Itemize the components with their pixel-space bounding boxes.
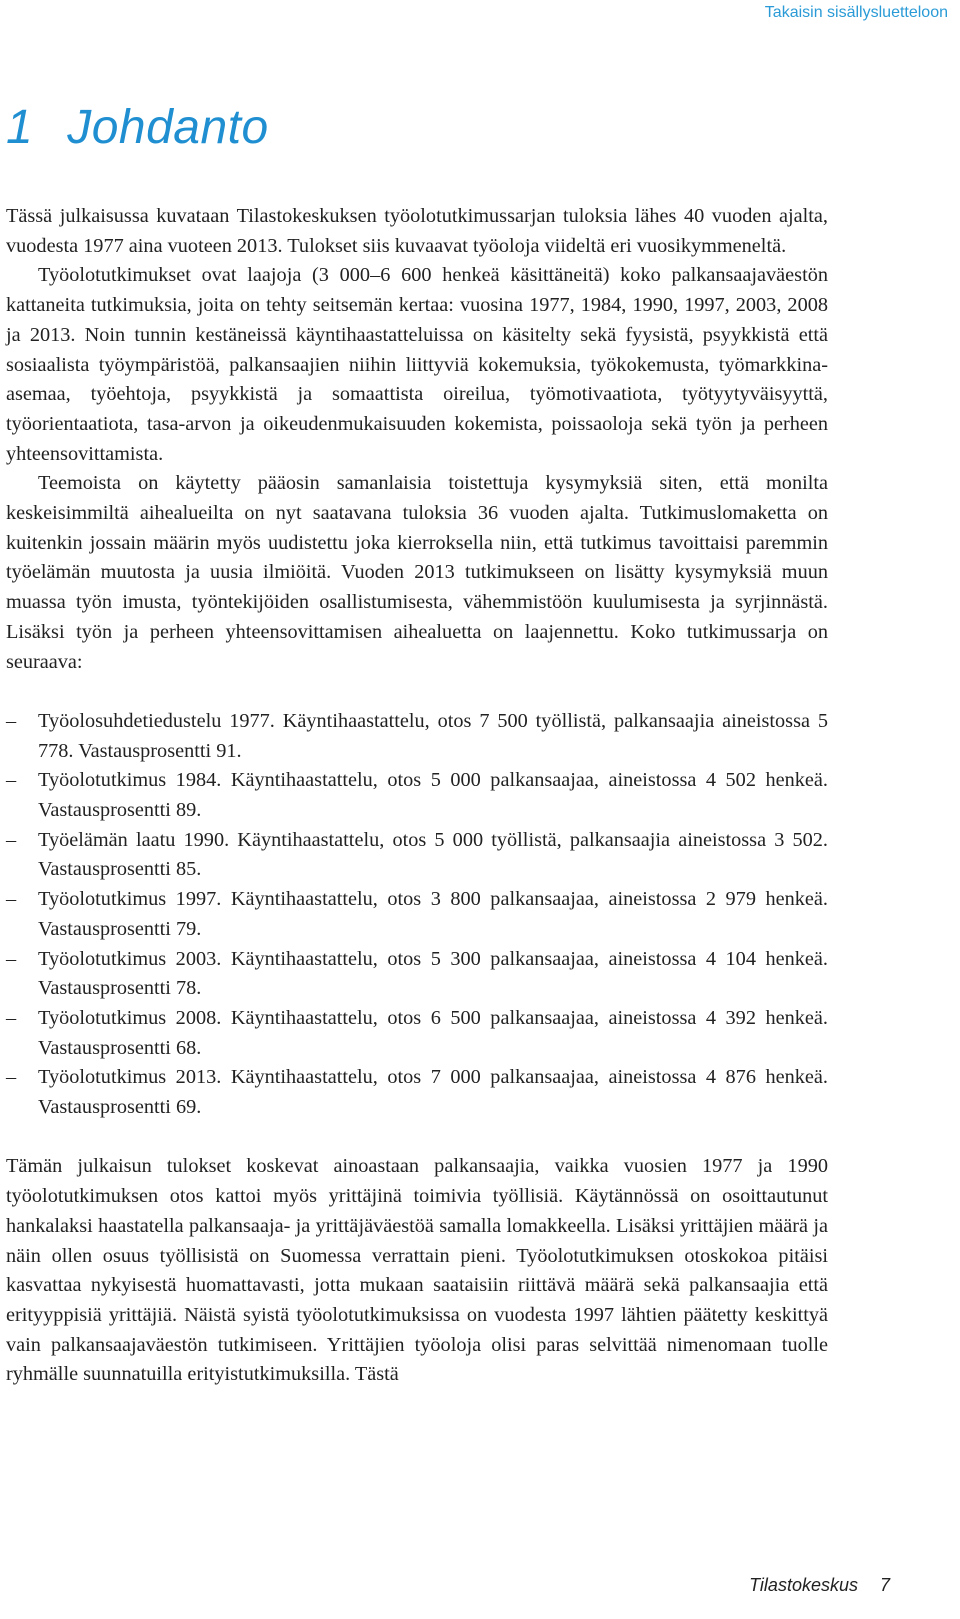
page-footer [749, 1575, 890, 1596]
list-item [6, 707, 828, 766]
list-item [6, 766, 828, 825]
list-item-text: Työolotutkimus 1984. Käyntihaastattelu, otos 5 000 palkansaajaa, aineistossa 4 502 henkeä. Vastausprosentti 89. [38, 769, 828, 822]
publisher-name: Tilastokeskus [749, 1575, 858, 1595]
dash-bullet: – [6, 709, 17, 732]
dash-bullet: – [6, 769, 17, 792]
chapter-number: 1 [6, 101, 34, 154]
list-item [6, 1063, 828, 1122]
dash-bullet: – [6, 888, 17, 911]
body-text [6, 202, 828, 1390]
dash-bullet: – [6, 828, 17, 851]
chapter-title: Johdanto [67, 101, 269, 154]
list-item-text: Työolosuhdetiedustelu 1977. Käyntihaastattelu, otos 7 500 työllistä, palkansaajia aineistossa 5 778. Vastausprosentti 91. [38, 709, 828, 762]
list-item [6, 826, 828, 885]
study-series-list [6, 707, 828, 1123]
list-item-text: Työolotutkimus 2008. Käyntihaastattelu, otos 6 500 palkansaajaa, aineistossa 4 392 henkeä. Vastausprosentti 68. [38, 1006, 828, 1059]
paragraph-themes: Teemoista on käytetty pääosin samanlaisia toistettuja kysymyksiä siten, että monilta keskeisimmiltä aihealueilta on nyt saatavana tuloksia 36 vuoden ajalta. Tutkimuslomaketta on kuitenkin jossain määrin myös uudistettu joka kierroksella niin, että tutkimus tavoittaisi paremmin työelämän muutosta ja uusia ilmiöitä. Vuoden 2013 tutkimukseen on lisätty kysymyksiä muun muassa työn imusta, työntekijöiden osallistumisesta, vähemmistöön kuulumisesta ja syrjinnästä. Lisäksi työn ja perheen yhteensovittamisen aihealuetta on laajennettu. Koko tutkimussarja on seuraava: [6, 472, 828, 673]
list-item [6, 885, 828, 944]
list-item-text: Työolotutkimus 1997. Käyntihaastattelu, otos 3 800 palkansaajaa, aineistossa 2 979 henkeä. Vastausprosentti 79. [38, 888, 828, 940]
list-item [6, 1004, 828, 1063]
list-item-text: Työelämän laatu 1990. Käyntihaastattelu, otos 5 000 työllistä, palkansaajia aineistossa 3 502. Vastausprosentti 85. [38, 828, 828, 881]
chapter-heading [6, 100, 269, 155]
list-item-text: Työolotutkimus 2013. Käyntihaastattelu, otos 7 000 palkansaajaa, aineistossa 4 876 henkeä. Vastausprosentti 69. [38, 1066, 828, 1119]
list-item [6, 945, 828, 1004]
paragraph-scope: Työolotutkimukset ovat laajoja (3 000–6 600 henkeä käsittäneitä) koko palkansaajaväestön kattaneita tutkimuksia, joita on tehty seitsemän kertaa: vuosina 1977, 1984, 1990, 1997, 2003, 2008 ja 2013. Noin tunnin kestäneissä käyntihaastatteluissa on käsitelty sekä fyysistä, psyykkistä että sosiaalista työympäristöä, palkansaajien niihin liittyviä kokemuksia, työkokemusta, työmarkkina-asemaa, työehtoja, psyykkistä ja somaattista oireilua, työmotivaatiota, työtyytyväisyyttä, työorientaatiota, tasa-arvon ja oikeudenmukaisuuden kokemista, poissaoloja sekä työn ja perheen yhteensovittamista. [6, 264, 828, 465]
dash-bullet: – [6, 1066, 17, 1089]
list-item-text: Työolotutkimus 2003. Käyntihaastattelu, otos 5 300 palkansaajaa, aineistossa 4 104 henkeä. Vastausprosentti 78. [38, 947, 828, 1000]
dash-bullet: – [6, 1006, 17, 1029]
intro-paragraph: Tässä julkaisussa kuvataan Tilastokeskuksen työolotutkimussarjan tuloksia lähes 40 vuoden ajalta, vuodesta 1977 aina vuoteen 2013. Tulokset siis kuvaavat työoloja viideltä eri vuosikymmeneltä. [6, 205, 828, 257]
page-number: 7 [879, 1575, 890, 1595]
dash-bullet: – [6, 947, 17, 970]
back-to-contents-link[interactable]: Takaisin sisällysluetteloon [764, 4, 948, 21]
closing-paragraph: Tämän julkaisun tulokset koskevat ainoastaan palkansaajia, vaikka vuosien 1977 ja 1990 työolotutkimuksen otos kattoi myös yrittäjinä toimivia työllisiä. Käytännössä on osoittautunut hankalaksi haastatella palkansaaja- ja yrittäjäväestöä samalla lomakkeella. Lisäksi yrittäjien määrä ja näin ollen osuus työllisistä on Suomessa verrattain pieni. Työolotutkimuksen otoskokoa pitäisi kasvattaa nykyisestä huomattavasti, jotta mukaan saataisiin riittävä määrä sekä palkansaajia että erityyppisiä yrittäjiä. Näistä syistä työolotutkimuksissa on vuodesta 1997 lähtien päätetty keskittyä vain palkansaajaväestön tutkimiseen. Yrittäjien työoloja olisi paras selvittää nimenomaan tuolle ryhmälle suunnatuilla erityistutkimuksilla. Tästä [6, 1155, 828, 1386]
